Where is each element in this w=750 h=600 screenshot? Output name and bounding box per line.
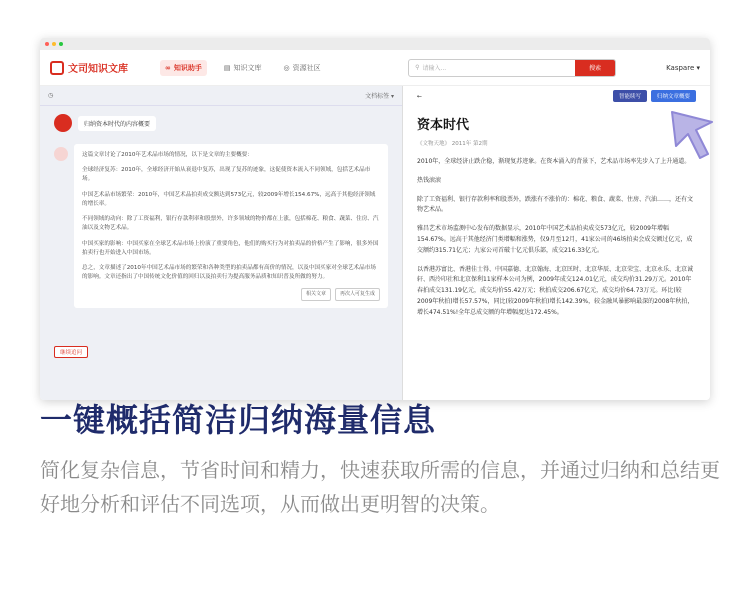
chevron-down-icon: ▾ (696, 63, 700, 72)
document-paragraph: 除了工资福利、银行存款利率和股票外，跌涨有不涨价的：棉花、粮食、蔬菜、住房、汽油……，还有文物艺术品。 (417, 195, 694, 214)
avatar (54, 114, 72, 132)
nav-item-label: 资源社区 (292, 63, 321, 72)
nav-item-community[interactable] (278, 60, 325, 76)
document-toolbar (417, 86, 696, 106)
document-paragraph: 2010年，全球经济止跌企稳，渐现复苏迹象。在资本涌入的背景下，艺术品市场率先步入了上升通道。 (417, 158, 691, 165)
content-fade-overlay (403, 330, 710, 400)
answer-paragraph: 全球经济复苏：2010年，全球经济开始从衰退中复苏，出现了复苏的迹象，这促使资本流入不同领域，包括艺术品市场。 (82, 167, 371, 183)
search-input[interactable] (409, 63, 575, 72)
app-window (40, 38, 710, 400)
search-button[interactable]: 搜索 (575, 60, 615, 76)
answer-actions (82, 288, 380, 300)
pointer-cursor-icon (668, 108, 716, 160)
app-name: 文司知识文库 (68, 64, 128, 75)
document-panel (403, 86, 710, 400)
assistant-answer (40, 140, 402, 312)
document-content (417, 114, 696, 319)
question-text: 归纳资本时代的内容概要 (78, 116, 156, 131)
user-question (40, 106, 402, 140)
back-arrow-icon[interactable]: ← (417, 92, 423, 100)
follow-up-button[interactable] (54, 346, 88, 358)
document-meta: 《文物天地》 2011年 第2期 (417, 141, 488, 147)
doc-tag-label: 文档标签 (365, 93, 390, 100)
chat-toolbar (40, 86, 402, 106)
doc-tag-dropdown[interactable]: 文档标签 ▾ (365, 93, 394, 100)
answer-paragraph: 不同领域的动向：除了工资福利，银行存款利率和股票外，许多领域的物价都在上涨，包括棉花、粮食、蔬菜、住房、汽油以及文物艺术品。 (82, 216, 379, 232)
minimize-dot-icon[interactable] (52, 42, 56, 46)
related-articles-button[interactable]: 相关文章 (301, 288, 331, 300)
answer-paragraph: 中国买家的影响：中国买家在全球艺术品市场上扮演了重要角色，他们的购买行为对拍卖品的价格产生了影响，很多外国拍卖行也开始进入中国市场。 (82, 240, 379, 256)
answer-paragraph: 中国艺术品市场繁荣：2010年，中国艺术品拍卖成交额达到573亿元，较2009年增长154.67%，远高于其他经济领域的增长率。 (82, 191, 376, 207)
close-dot-icon[interactable] (45, 42, 49, 46)
nav-item-label: 知识文库 (233, 63, 262, 72)
window-chrome (40, 38, 710, 50)
app-header (40, 50, 710, 86)
maximize-dot-icon[interactable] (59, 42, 63, 46)
nav-item-assistant[interactable] (160, 60, 207, 76)
logo-icon (50, 61, 64, 75)
answer-paragraph: 总之，文章描述了2010年中国艺术品市场的繁荣和各种类型的拍卖品都有高价的情况，以及中国买家对全球艺术品市场的影响。文章还指出了中国传统文化价值的回归以及拍卖行为提高服务品质和知识普及所做的努力。 (82, 264, 376, 281)
main-nav (160, 60, 326, 76)
chat-panel (40, 86, 403, 400)
app-logo[interactable] (50, 60, 160, 75)
summarize-article-button[interactable]: 归纳文章概要 (651, 90, 696, 102)
document-actions (613, 90, 696, 102)
smart-continue-button[interactable]: 智能续写 (613, 90, 647, 102)
user-menu[interactable] (666, 64, 700, 72)
document-paragraph: 以香港苏富比、香港佳士得、中国嘉德、北京翰海、北京匡时、北京华辰、北京荣宝、北京永乐、北京诚轩、西泠印社和北京保利11家样本公司为例，2009年成交124.01亿元，成交均价31.29万元。2010年春拍成交131.19亿元，成交均价55.42万元；秋拍成交206.67亿元，成交均价64.73万元。环比(较2009年秋拍)增长57.57%，同比(较2009年秋拍)增长142.39%，较金融风暴影响最深的2008年秋拍，增长474.51%!全年总成交额的年增幅度达172.45%。 (417, 265, 694, 316)
document-paragraph: 热钱滚滚 (417, 176, 442, 184)
search-icon: ⚲ (415, 64, 420, 71)
community-icon: ◎ (283, 63, 290, 72)
follow-up-label: 继续追问 (60, 350, 83, 356)
search-placeholder: 请输入... (422, 65, 447, 72)
answer-paragraph: 这篇文章讨论了2010年艺术品市场的情况，以下是文章的主要概要： (82, 152, 253, 158)
history-icon[interactable]: ◷ (48, 92, 54, 99)
document-title: 资本时代 (417, 118, 470, 133)
document-paragraph: 雅昌艺术市场监测中心发布的数据显示，2010年中国艺术品拍卖成交573亿元，较2009年增幅154.67%。远高于其他经济门类增幅和涨势，仅9月至12月，41家公司的46场拍卖会成交额过亿元，成交额约315.71亿元；九家公司首破十亿元俱乐部，成交216.33亿元。 (417, 225, 693, 254)
answer-box (74, 144, 388, 308)
workspace (40, 86, 710, 400)
link-icon: ∞ (165, 63, 171, 72)
nav-item-library[interactable] (219, 60, 267, 76)
nav-item-label: 知识助手 (173, 63, 202, 72)
assistant-avatar-icon (54, 147, 68, 161)
feature-description: 简化复杂信息，节省时间和精力，快速获取所需的信息，并通过归纳和总结更好地分析和评估不同选项，从而做出更明智的决策。 (40, 458, 720, 516)
feature-headline: 一键概括简洁归纳海量信息 (40, 401, 437, 439)
user-name: Kaspare (666, 63, 695, 72)
regenerate-button[interactable]: 再次人可复生成 (335, 288, 380, 300)
book-icon: ▤ (223, 63, 231, 72)
search-bar (408, 59, 616, 77)
